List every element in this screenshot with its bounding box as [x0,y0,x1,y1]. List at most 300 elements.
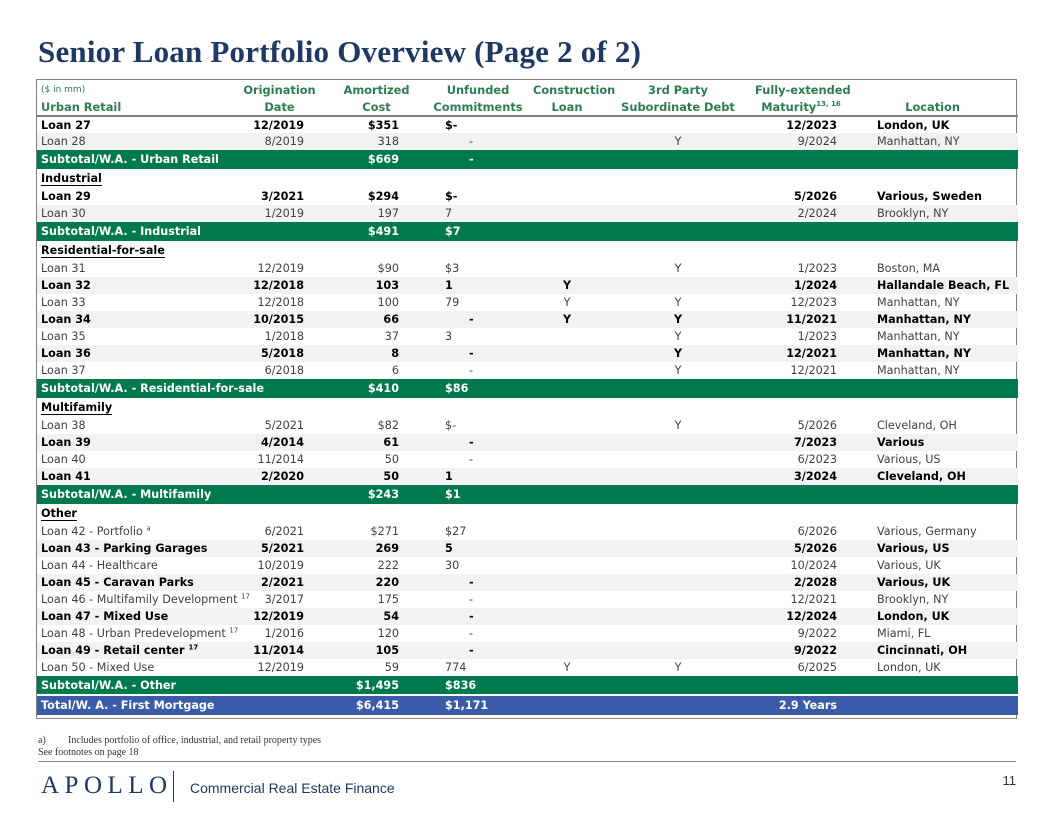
construction-loan-flag [529,328,605,345]
maturity-date: 12/2023 [790,296,837,309]
origination-date: 2/2021 [260,576,304,589]
amortized-cost: 220 [375,576,399,589]
amortized-cost: 37 [384,330,399,343]
subordinate-debt-flag [605,540,751,557]
loan-row [37,260,1018,277]
location: Cleveland, OH [877,470,966,483]
subordinate-debt-flag: Y [673,347,683,360]
amortized-cost: 197 [377,207,399,220]
loan-name: Loan 33 [41,296,86,309]
unfunded-commitments: 30 [445,559,460,572]
amortized-cost: $351 [367,118,399,132]
maturity-date: 12/2021 [786,347,837,360]
empty-cell [529,222,605,241]
loan-name: Loan 45 - Caravan Parks [41,576,194,589]
unfunded-commitments: - [469,436,474,449]
subordinate-debt-flag [605,642,751,659]
construction-loan-flag [529,362,605,379]
construction-loan-flag [529,540,605,557]
maturity-date: 11/2021 [786,313,837,326]
origination-date: 5/2021 [260,542,304,555]
table-header-row-1 [37,80,1018,98]
maturity-date: 6/2023 [797,453,837,466]
table-header-row-2 [37,98,1018,116]
construction-loan-flag [529,557,605,574]
construction-loan-flag [529,523,605,540]
total-maturity: 2.9 Years [751,695,851,715]
origination-date: 11/2014 [257,453,304,466]
maturity-date: 3/2024 [793,470,837,483]
loan-row [37,417,1018,434]
loan-row [37,133,1018,150]
subordinate-debt-flag [605,116,751,133]
loan-name: Loan 37 [41,364,86,377]
loan-name: Loan 35 [41,330,86,343]
maturity-date: 12/2021 [790,593,837,606]
unfunded-commitments: 7 [445,207,453,220]
amortized-cost: $271 [370,525,399,538]
logo-divider [173,771,174,802]
origination-date: 12/2019 [257,262,304,275]
maturity-date: 12/2024 [786,610,837,623]
amortized-cost: 6 [391,364,399,377]
construction-loan-flag: Y [563,296,571,309]
page-title: Senior Loan Portfolio Overview (Page 2 of 2) [38,34,642,69]
maturity-date: 1/2023 [797,262,837,275]
construction-loan-flag [529,116,605,133]
loan-name: Loan 43 - Parking Garages [41,542,208,555]
maturity-date: 9/2022 [793,644,837,657]
amortized-cost: 59 [384,661,399,674]
loan-name: Loan 39 [41,436,91,449]
loan-row [37,362,1018,379]
origination-date: 10/2019 [257,559,304,572]
location: London, UK [877,610,950,623]
construction-loan-flag: Y [562,313,572,326]
construction-loan-flag [529,468,605,485]
loan-name: Loan 41 [41,470,91,483]
loan-row [37,188,1018,205]
origination-date: 12/2019 [257,661,304,674]
subtotal-amortized-cost: $1,495 [326,676,427,695]
loan-name: Loan 34 [41,313,91,326]
unfunded-commitments: 1 [445,279,453,292]
section-header-row [37,241,1018,260]
unfunded-commitments: 774 [445,661,467,674]
amortized-cost: $82 [377,419,399,432]
origination-date: 12/2018 [253,279,304,292]
maturity-date: 1/2024 [793,279,837,292]
subtotal-unfunded: $836 [427,676,529,695]
unfunded-commitments: $- [445,118,458,132]
origination-date: 3/2017 [264,593,304,606]
origination-date: 5/2021 [264,419,304,432]
loan-row [37,116,1018,133]
loan-name: Loan 44 - Healthcare [41,559,158,572]
subtotal-unfunded: $1 [427,485,529,504]
loan-name: Loan 40 [41,453,86,466]
subtotal-maturity [751,379,851,398]
location: Cincinnati, OH [877,644,968,657]
maturity-date: 2/2024 [797,207,837,220]
loan-name: Loan 29 [41,190,91,203]
subordinate-debt-flag [605,205,751,222]
unfunded-commitments: - [469,453,474,466]
loan-name: Loan 47 - Mixed Use [41,610,169,623]
subtotal-amortized-cost: $410 [326,379,427,398]
location: Manhattan, NY [877,364,960,377]
empty-cell [851,485,1018,504]
subtotal-label: Subtotal/W.A. - Industrial [37,222,326,241]
total-row [37,695,1018,715]
subtotal-row [37,676,1018,695]
loan-name: Loan 49 - Retail center $^{17}$ [41,643,199,657]
origination-header-line2: Date [264,99,295,114]
location: Various [877,436,925,449]
subtotal-amortized-cost: $669 [326,150,427,169]
loan-name: Loan 28 [41,135,86,148]
loan-portfolio-table-frame [36,79,1017,719]
loan-row [37,328,1018,345]
units-label: ($ in mm) [41,85,86,95]
maturity-date: 6/2026 [797,525,837,538]
construction-loan-flag [529,188,605,205]
subtotal-label: Subtotal/W.A. - Other [37,676,326,695]
location: Boston, MA [877,262,941,275]
subordinate-debt-flag [605,451,751,468]
subtotal-amortized-cost: $491 [326,222,427,241]
subordinate-debt-flag [605,468,751,485]
construction-loan-flag: Y [563,661,571,674]
subtotal-label: Subtotal/W.A. - Multifamily [37,485,326,504]
unfunded-commitments: 5 [445,542,453,555]
loan-row [37,591,1018,608]
location: London, UK [877,118,950,132]
subtotal-maturity [751,485,851,504]
subordinate-debt-flag: Y [674,364,682,377]
total-amortized-cost: $6,415 [326,695,427,715]
empty-cell [529,485,605,504]
subtotal-maturity [751,676,851,695]
subtotal-maturity [751,222,851,241]
loan-row [37,205,1018,222]
subtotal-label: Subtotal/W.A. - Urban Retail [37,150,326,169]
construction-loan-flag [529,417,605,434]
loan-name: Loan 48 - Urban Predevelopment $^{17}$ [41,626,239,640]
loan-row [37,277,1018,294]
construction-header-line2: Loan [551,99,583,114]
origination-date: 8/2019 [264,135,304,148]
empty-cell [851,676,1018,695]
origination-header-line1: Origination [243,83,316,97]
unfunded-commitments: $27 [445,525,467,538]
loan-name: Loan 36 [41,347,91,360]
location: Hallandale Beach, FL [877,279,1010,292]
subtotal-row [37,150,1018,169]
construction-loan-flag [529,260,605,277]
location: Manhattan, NY [877,330,960,343]
construction-loan-flag [529,608,605,625]
loan-row [37,540,1018,557]
loan-row [37,294,1018,311]
footnote-ref: 17 [229,626,239,635]
location: Cleveland, OH [877,419,957,432]
location: Various, US [877,453,941,466]
loan-row [37,574,1018,591]
total-unfunded: $1,171 [427,695,529,715]
maturity-date: 6/2025 [797,661,837,674]
third-party-header-line2: Subordinate Debt [621,99,735,114]
footer-divider [38,761,1016,762]
section-label: Multifamily [41,401,113,414]
maturity-date: 5/2026 [797,419,837,432]
loan-name: Loan 27 [41,118,91,132]
origination-date: 1/2019 [264,207,304,220]
location: Manhattan, NY [877,313,971,326]
subtotal-row [37,379,1018,398]
subordinate-debt-flag: Y [674,262,682,275]
amortized-cost: 269 [375,542,399,555]
location-header: Location [905,99,960,114]
footnote-ref: a [146,524,151,533]
amortized-cost: 103 [375,279,399,292]
loan-row [37,451,1018,468]
maturity-date: 12/2021 [790,364,837,377]
maturity-date: 12/2023 [786,118,837,132]
page-number: 11 [1002,773,1016,788]
origination-date: 1/2016 [264,627,304,640]
empty-cell [851,695,1018,715]
construction-loan-flag [529,642,605,659]
location: Miami, FL [877,627,931,640]
amortized-cost: $90 [377,262,399,275]
construction-loan-flag [529,625,605,642]
subordinate-debt-flag [605,188,751,205]
subordinate-debt-flag: Y [674,135,682,148]
subtotal-unfunded: $86 [427,379,529,398]
maturity-header-line1: Fully-extended [755,83,851,97]
origination-date: 11/2014 [253,644,304,657]
footnote-ref: 17 [241,592,250,601]
unfunded-commitments: - [469,593,474,606]
loan-row [37,659,1018,676]
amortized-cost: 222 [377,559,399,572]
construction-loan-flag [529,574,605,591]
loan-row [37,434,1018,451]
amortized-cost: 175 [377,593,399,606]
location: Various, UK [877,576,951,589]
subordinate-debt-flag [605,625,751,642]
maturity-date: 9/2024 [797,135,837,148]
loan-row [37,625,1018,642]
unfunded-commitments: $- [445,419,457,432]
origination-date: 6/2018 [264,364,304,377]
origination-date: 5/2018 [260,347,304,360]
unfunded-commitments: $3 [445,262,460,275]
loan-name: Loan 50 - Mixed Use [41,661,155,674]
empty-cell [605,485,751,504]
location: Brooklyn, NY [877,593,949,606]
construction-loan-flag [529,133,605,150]
loan-row [37,557,1018,574]
subordinate-debt-flag [605,277,751,294]
location: Various, Sweden [877,190,982,203]
construction-loan-flag [529,451,605,468]
loan-name: Loan 31 [41,262,86,275]
maturity-header-line2: Maturity$^{13, 16}$ [761,99,841,114]
loan-name: Loan 38 [41,419,86,432]
footnote-a: a) Includes portfolio of office, industrial, and retail property types [38,735,322,746]
maturity-date: 5/2026 [793,542,837,555]
subordinate-debt-flag: Y [674,296,682,309]
section-label: Residential-for-sale [41,244,165,257]
amortized-header-line1: Amortized [343,83,410,97]
subordinate-debt-flag [605,557,751,574]
unfunded-commitments: - [469,576,474,589]
unfunded-commitments: - [469,364,474,377]
location: Brooklyn, NY [877,207,949,220]
maturity-date: 9/2022 [797,627,837,640]
location: London, UK [877,661,941,674]
subordinate-debt-flag [605,574,751,591]
origination-date: 12/2019 [253,610,304,623]
amortized-cost: 50 [384,453,399,466]
unfunded-commitments: 79 [445,296,460,309]
total-label: Total/W. A. - First Mortgage [37,695,326,715]
empty-cell [605,379,751,398]
empty-cell [605,222,751,241]
maturity-date: 10/2024 [790,559,837,572]
loan-row [37,345,1018,362]
amortized-header-line2: Cost [362,99,391,114]
subtotal-unfunded: $7 [427,222,529,241]
empty-cell [529,676,605,695]
construction-loan-flag [529,205,605,222]
unfunded-commitments: - [469,347,474,360]
section-header-row [37,504,1018,523]
origination-date: 12/2018 [257,296,304,309]
subordinate-debt-flag [605,434,751,451]
origination-date: 10/2015 [253,313,304,326]
loan-name: Loan 42 - Portfolio $^a$ [41,524,151,538]
location: Various, UK [877,559,941,572]
section-header-row [37,169,1018,188]
amortized-cost: 50 [383,470,399,483]
unfunded-commitments: - [469,644,474,657]
loan-row [37,608,1018,625]
subtotal-amortized-cost: $243 [326,485,427,504]
amortized-cost: 61 [383,436,399,449]
amortized-cost: 54 [383,610,399,623]
third-party-header-line1: 3rd Party [648,83,708,97]
maturity-date: 2/2028 [793,576,837,589]
apollo-logo: APOLLO [41,772,173,799]
empty-cell [605,676,751,695]
loan-row [37,468,1018,485]
subtotal-unfunded: - [427,150,529,169]
brand-subtitle: Commercial Real Estate Finance [190,780,395,796]
location: Manhattan, NY [877,296,960,309]
origination-date: 4/2014 [260,436,304,449]
empty-cell [851,222,1018,241]
location: Various, US [877,542,950,555]
construction-loan-flag [529,591,605,608]
empty-cell [529,150,605,169]
construction-header-line1: Construction [533,83,616,97]
unfunded-header-line1: Unfunded [446,83,510,97]
unfunded-header-line2: Commitments [433,99,523,114]
section-header-row [37,398,1018,417]
origination-date: 1/2018 [264,330,304,343]
loan-name: Loan 46 - Multifamily Development $^{17}$ [41,592,250,606]
empty-cell [529,379,605,398]
maturity-footnote-ref: 13, 16 [816,99,841,108]
empty-cell [605,695,751,715]
location: Various, Germany [877,525,977,538]
location: Manhattan, NY [877,135,960,148]
urban-retail-group-header: Urban Retail [41,99,122,114]
maturity-date: 5/2026 [793,190,837,203]
construction-loan-flag [529,345,605,362]
amortized-cost: 66 [383,313,399,326]
subordinate-debt-flag [605,591,751,608]
subordinate-debt-flag: Y [674,661,682,674]
empty-cell [851,379,1018,398]
empty-cell [605,150,751,169]
unfunded-commitments: - [469,627,474,640]
loan-row [37,523,1018,540]
unfunded-commitments: - [469,610,474,623]
unfunded-commitments: - [469,135,474,148]
amortized-cost: $294 [367,190,399,203]
subordinate-debt-flag: Y [673,313,683,326]
subtotal-row [37,485,1018,504]
subtotal-maturity [751,150,851,169]
unfunded-commitments: $- [445,190,458,203]
empty-cell [851,150,1018,169]
amortized-cost: 100 [377,296,399,309]
construction-loan-flag: Y [562,279,572,292]
amortized-cost: 318 [377,135,399,148]
maturity-date: 1/2023 [797,330,837,343]
footnote-see-page: See footnotes on page 18 [38,747,139,758]
subordinate-debt-flag: Y [674,330,682,343]
unfunded-commitments: 3 [445,330,453,343]
amortized-cost: 105 [375,644,399,657]
loan-name: Loan 32 [41,279,91,292]
loan-row [37,311,1018,328]
maturity-date: 7/2023 [793,436,837,449]
unfunded-commitments: 1 [445,470,453,483]
subordinate-debt-flag: Y [674,419,682,432]
subordinate-debt-flag [605,608,751,625]
construction-loan-flag [529,434,605,451]
subordinate-debt-flag [605,523,751,540]
amortized-cost: 120 [377,627,399,640]
subtotal-row [37,222,1018,241]
origination-date: 2/2020 [260,470,304,483]
origination-date: 6/2021 [264,525,304,538]
section-label: Industrial [41,172,102,185]
origination-date: 3/2021 [260,190,304,203]
section-label: Other [41,507,77,520]
loan-name: Loan 30 [41,207,86,220]
amortized-cost: 8 [391,347,399,360]
empty-cell [529,695,605,715]
loan-portfolio-table [37,80,1018,715]
loan-row [37,642,1018,659]
subtotal-label: Subtotal/W.A. - Residential-for-sale [37,379,326,398]
